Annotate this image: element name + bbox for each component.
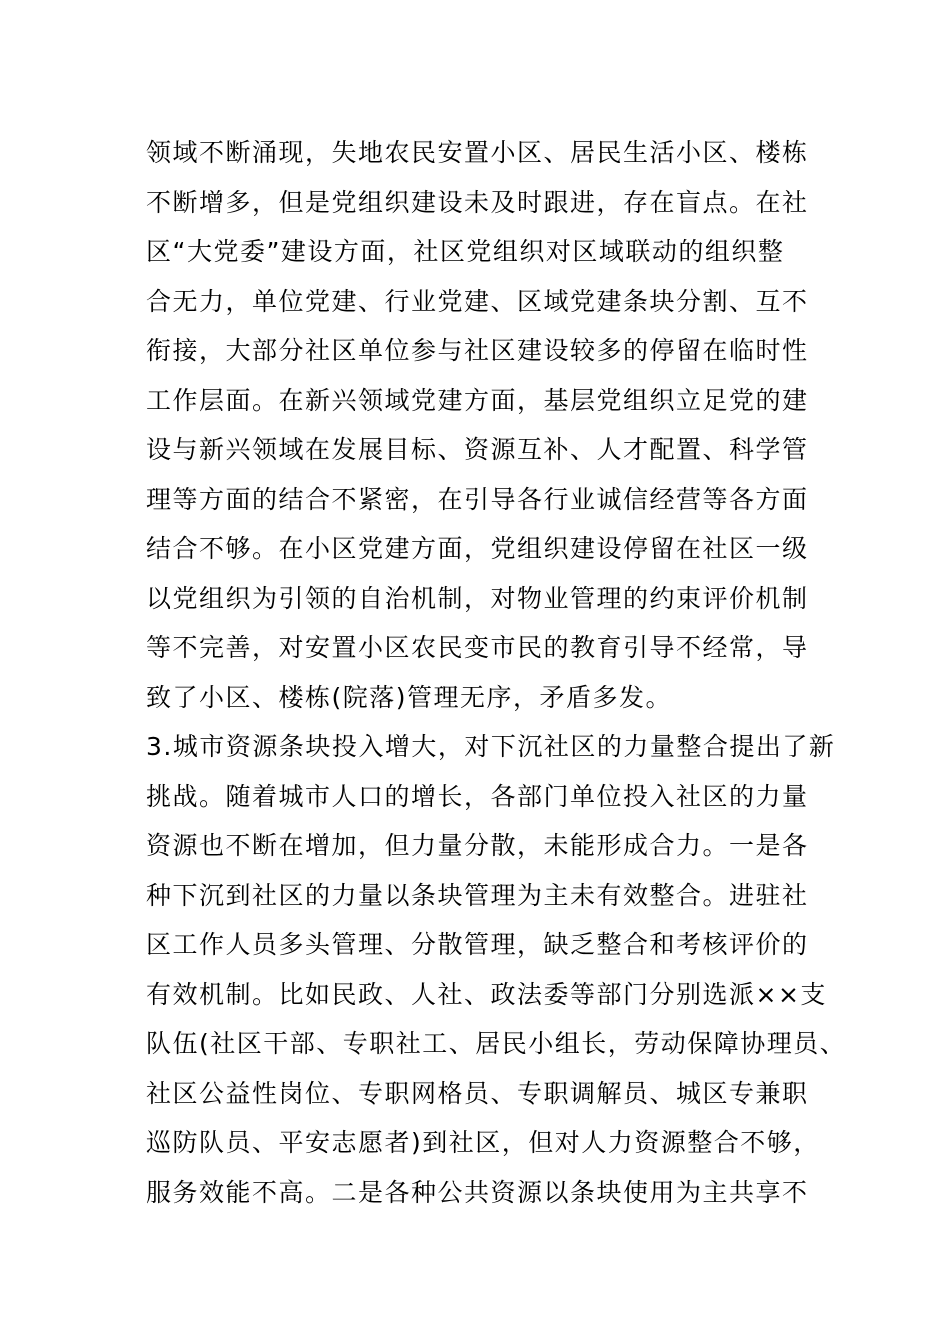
text-line: 种下沉到社区的力量以条块管理为主未有效整合。进驻社 — [146, 880, 809, 910]
section-heading-line: 3.城市资源条块投入增大，对下沉社区的力量整合提出了新 — [146, 732, 836, 761]
text-line: 社区公益性岗位、专职网格员、专职调解员、城区专兼职 — [146, 1078, 809, 1108]
text-line: 领域不断涌现，失地农民安置小区、居民生活小区、楼栋 — [146, 138, 809, 167]
text-line: 理等方面的结合不紧密，在引导各行业诚信经营等各方面 — [146, 484, 809, 514]
text-line: 衔接，大部分社区单位参与社区建设较多的停留在临时性 — [146, 336, 809, 365]
text-line: 合无力，单位党建、行业党建、区域党建条块分割、互不 — [146, 286, 809, 316]
text-line: 不断增多，但是党组织建设未及时跟进，存在盲点。在社 — [146, 187, 809, 217]
text-line: 以党组织为引领的自治机制，对物业管理的约束评价机制 — [146, 583, 809, 613]
text-line: 队伍(社区干部、专职社工、居民小组长，劳动保障协理员、 — [146, 1029, 847, 1058]
text-line: 等不完善，对安置小区农民变市民的教育引导不经常，导 — [146, 633, 809, 662]
text-line: 区“大党委”建设方面，社区党组织对区域联动的组织整 — [146, 237, 785, 266]
text-line: 服务效能不高。二是各种公共资源以条块使用为主共享不 — [146, 1177, 809, 1207]
text-line: 结合不够。在小区党建方面，党组织建设停留在社区一级 — [146, 534, 809, 563]
text-line: 巡防队员、平安志愿者)到社区，但对人力资源整合不够， — [146, 1128, 820, 1157]
text-line: 挑战。随着城市人口的增长，各部门单位投入社区的力量 — [146, 781, 809, 811]
text-line: 资源也不断在增加，但力量分散，未能形成合力。一是各 — [146, 831, 809, 860]
text-line: 工作层面。在新兴领域党建方面，基层党组织立足党的建 — [146, 385, 809, 415]
text-line: 有效机制。比如民政、人社、政法委等部门分别选派××支 — [146, 979, 827, 1009]
body-text — [146, 128, 847, 1217]
text-line: 致了小区、楼栋(院落)管理无序，矛盾多发。 — [146, 682, 673, 712]
text-line: 区工作人员多头管理、分散管理，缺乏整合和考核评价的 — [146, 930, 809, 959]
text-line: 设与新兴领域在发展目标、资源互补、人才配置、科学管 — [146, 435, 809, 464]
